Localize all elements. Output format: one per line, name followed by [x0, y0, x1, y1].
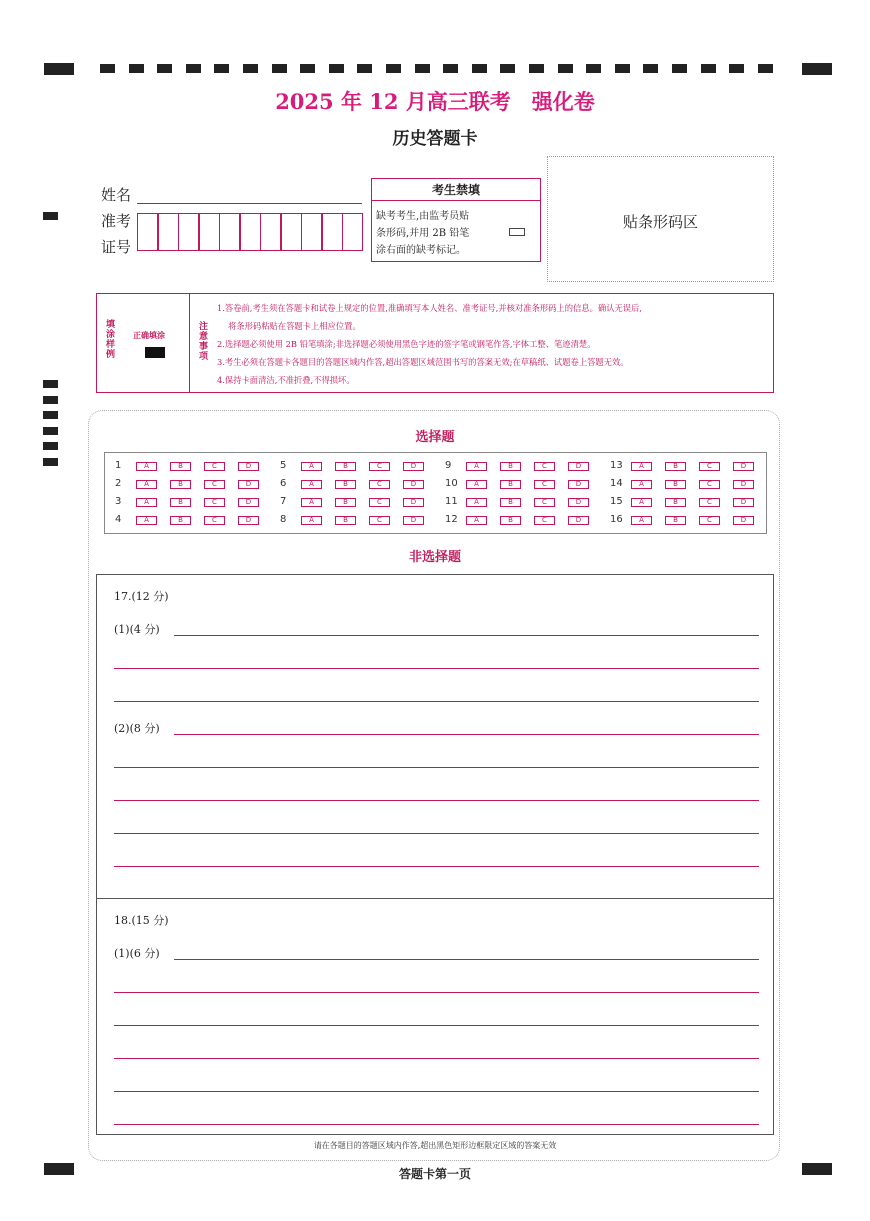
- option-c-bubble[interactable]: C: [369, 516, 390, 525]
- timing-dash: [329, 64, 344, 73]
- question-number: 2: [115, 478, 122, 489]
- corner-mark-top-left: [44, 63, 74, 75]
- timing-dash: [243, 64, 258, 73]
- timing-dash: [529, 64, 544, 73]
- option-d-bubble[interactable]: D: [733, 480, 754, 489]
- option-d-bubble[interactable]: D: [403, 462, 424, 471]
- timing-dash: [129, 64, 144, 73]
- correct-fill-sample: [145, 347, 165, 358]
- option-a-bubble[interactable]: A: [301, 462, 322, 471]
- option-a-bubble[interactable]: A: [466, 480, 487, 489]
- option-d-bubble[interactable]: D: [403, 516, 424, 525]
- notice-item-2: 2.选择题必须使用 2B 铅笔填涂;非选择题必须使用黑色字迹的签字笔或钢笔作答,字体工整、笔迹清楚。: [217, 339, 596, 349]
- answer-box-17[interactable]: [96, 574, 774, 899]
- option-b-bubble[interactable]: B: [335, 516, 356, 525]
- option-d-bubble[interactable]: D: [403, 498, 424, 507]
- timing-dash: [186, 64, 201, 73]
- option-c-bubble[interactable]: C: [699, 480, 720, 489]
- absent-text-2: 条形码,并用 2B 铅笔: [376, 228, 470, 239]
- absent-mark-box[interactable]: [509, 228, 525, 236]
- question-number: 12: [445, 514, 458, 525]
- timing-dash: [701, 64, 716, 73]
- id-digit-box[interactable]: [281, 213, 302, 251]
- absent-box-title: 考生禁填: [372, 179, 540, 201]
- id-digit-box[interactable]: [260, 213, 281, 251]
- question-number: 6: [280, 478, 287, 489]
- id-digit-box[interactable]: [301, 213, 322, 251]
- id-label-1: 准考: [101, 212, 132, 230]
- notice-item-3: 3.考生必须在答题卡各题目的答题区域内作答,超出答题区域范围书写的答案无效;在草稿纸、试题卷上答题无效。: [217, 357, 629, 367]
- question-number: 5: [280, 460, 287, 471]
- option-a-bubble[interactable]: A: [631, 516, 652, 525]
- option-c-bubble[interactable]: C: [534, 462, 555, 471]
- answer-box-18[interactable]: [96, 898, 774, 1135]
- notice-item-4: 4.保持卡面清洁,不准折叠,不得损坏。: [217, 375, 355, 385]
- timing-dash: [558, 64, 573, 73]
- timing-dash: [415, 64, 430, 73]
- option-a-bubble[interactable]: A: [136, 516, 157, 525]
- side-timing-mark: [43, 411, 58, 419]
- timing-dash: [443, 64, 458, 73]
- question-number: 10: [445, 478, 458, 489]
- option-a-bubble[interactable]: A: [136, 480, 157, 489]
- timing-dash: [758, 64, 773, 73]
- question-number: 4: [115, 514, 122, 525]
- id-digit-box[interactable]: [342, 213, 363, 251]
- option-a-bubble[interactable]: A: [466, 462, 487, 471]
- id-digit-box[interactable]: [158, 213, 179, 251]
- option-b-bubble[interactable]: B: [665, 498, 686, 507]
- option-b-bubble[interactable]: B: [665, 462, 686, 471]
- question-number: 16: [610, 514, 623, 525]
- option-a-bubble[interactable]: A: [631, 462, 652, 471]
- nonchoice-title: 非选择题: [408, 550, 461, 565]
- timing-dash: [272, 64, 287, 73]
- side-timing-mark: [43, 396, 58, 404]
- id-digit-box[interactable]: [240, 213, 261, 251]
- option-b-bubble[interactable]: B: [170, 516, 191, 525]
- option-c-bubble[interactable]: C: [699, 462, 720, 471]
- timing-dash: [100, 64, 115, 73]
- id-digit-box[interactable]: [178, 213, 199, 251]
- timing-dash: [643, 64, 658, 73]
- option-a-bubble[interactable]: A: [136, 462, 157, 471]
- side-timing-mark: [43, 380, 58, 388]
- option-d-bubble[interactable]: D: [733, 516, 754, 525]
- option-b-bubble[interactable]: B: [170, 498, 191, 507]
- id-digit-box[interactable]: [199, 213, 220, 251]
- option-c-bubble[interactable]: C: [204, 462, 225, 471]
- option-d-bubble[interactable]: D: [568, 462, 589, 471]
- question-number: 14: [610, 478, 623, 489]
- absent-box: [371, 178, 541, 262]
- notice-label: 注意事项: [199, 322, 209, 362]
- option-c-bubble[interactable]: C: [534, 498, 555, 507]
- option-d-bubble[interactable]: D: [568, 480, 589, 489]
- option-c-bubble[interactable]: C: [534, 516, 555, 525]
- timing-dash: [615, 64, 630, 73]
- notice-item-1b: 将条形码粘贴在答题卡上相应位置。: [228, 321, 361, 331]
- question-number: 3: [115, 496, 122, 507]
- timing-dash: [729, 64, 744, 73]
- option-a-bubble[interactable]: A: [301, 480, 322, 489]
- q17-1-label: (1)(4 分): [114, 623, 160, 636]
- question-number: 11: [445, 496, 458, 507]
- barcode-area: [547, 156, 774, 282]
- option-d-bubble[interactable]: D: [733, 462, 754, 471]
- timing-dash: [214, 64, 229, 73]
- q18-1-label: (1)(6 分): [114, 947, 160, 960]
- option-d-bubble[interactable]: D: [238, 480, 259, 489]
- barcode-label: 贴条形码区: [622, 213, 698, 231]
- timing-dash: [586, 64, 601, 73]
- timing-dash: [157, 64, 172, 73]
- option-b-bubble[interactable]: B: [335, 498, 356, 507]
- option-b-bubble[interactable]: B: [665, 516, 686, 525]
- timing-dash: [357, 64, 372, 73]
- option-b-bubble[interactable]: B: [335, 480, 356, 489]
- option-a-bubble[interactable]: A: [301, 498, 322, 507]
- id-digit-box[interactable]: [219, 213, 240, 251]
- timing-dash: [672, 64, 687, 73]
- page-number: 答题卡第一页: [398, 1167, 471, 1181]
- option-c-bubble[interactable]: C: [204, 498, 225, 507]
- q17-2-label: (2)(8 分): [114, 722, 160, 735]
- option-b-bubble[interactable]: B: [500, 516, 521, 525]
- name-label: 姓名: [101, 186, 132, 204]
- option-a-bubble[interactable]: A: [466, 516, 487, 525]
- sample-label: 填涂样例: [106, 320, 116, 360]
- option-c-bubble[interactable]: C: [204, 480, 225, 489]
- notice-item-1: 1.答卷前,考生须在答题卡和试卷上规定的位置,准确填写本人姓名、准考证号,并核对准条形码上的信息。确认无误后,: [217, 303, 643, 313]
- side-timing-mark: [43, 458, 58, 466]
- id-digit-box[interactable]: [322, 213, 343, 251]
- option-b-bubble[interactable]: B: [665, 480, 686, 489]
- question-number: 9: [445, 460, 452, 471]
- option-b-bubble[interactable]: B: [500, 498, 521, 507]
- option-b-bubble[interactable]: B: [500, 480, 521, 489]
- timing-dash: [386, 64, 401, 73]
- question-number: 8: [280, 514, 287, 525]
- page-subtitle: 历史答题卡: [392, 129, 478, 149]
- option-b-bubble[interactable]: B: [170, 480, 191, 489]
- absent-text-3: 涂右面的缺考标记。: [376, 245, 466, 256]
- option-c-bubble[interactable]: C: [534, 480, 555, 489]
- option-c-bubble[interactable]: C: [204, 516, 225, 525]
- question-number: 15: [610, 496, 623, 507]
- option-d-bubble[interactable]: D: [403, 480, 424, 489]
- option-c-bubble[interactable]: C: [699, 498, 720, 507]
- option-c-bubble[interactable]: C: [369, 462, 390, 471]
- option-a-bubble[interactable]: A: [136, 498, 157, 507]
- option-a-bubble[interactable]: A: [301, 516, 322, 525]
- footer-note: 请在各题目的答题区域内作答,超出黑色矩形边框限定区域的答案无效: [313, 1141, 557, 1150]
- choice-title: 选择题: [415, 430, 455, 445]
- option-b-bubble[interactable]: B: [170, 462, 191, 471]
- option-b-bubble[interactable]: B: [500, 462, 521, 471]
- option-a-bubble[interactable]: A: [466, 498, 487, 507]
- option-c-bubble[interactable]: C: [369, 498, 390, 507]
- absent-text-1: 缺考考生,由监考员贴: [376, 211, 470, 222]
- page-title: 2025 年 12 月高三联考 强化卷: [275, 89, 595, 114]
- timing-dash: [300, 64, 315, 73]
- option-a-bubble[interactable]: A: [631, 480, 652, 489]
- option-d-bubble[interactable]: D: [568, 516, 589, 525]
- timing-dash: [472, 64, 487, 73]
- option-d-bubble[interactable]: D: [568, 498, 589, 507]
- option-b-bubble[interactable]: B: [335, 462, 356, 471]
- option-c-bubble[interactable]: C: [369, 480, 390, 489]
- option-d-bubble[interactable]: D: [238, 498, 259, 507]
- option-a-bubble[interactable]: A: [631, 498, 652, 507]
- option-d-bubble[interactable]: D: [238, 462, 259, 471]
- corner-mark-top-right: [802, 63, 832, 75]
- option-d-bubble[interactable]: D: [238, 516, 259, 525]
- question-number: 7: [280, 496, 287, 507]
- side-mark: [43, 212, 58, 220]
- timing-dash: [500, 64, 515, 73]
- notice-box: [96, 293, 774, 393]
- id-digit-box[interactable]: [137, 213, 158, 251]
- question-number: 13: [610, 460, 623, 471]
- q17-label: 17.(12 分): [114, 590, 169, 603]
- option-d-bubble[interactable]: D: [733, 498, 754, 507]
- id-label-2: 证号: [101, 238, 132, 256]
- name-field[interactable]: [137, 203, 362, 204]
- correct-fill-label: 正确填涂: [133, 331, 165, 340]
- question-number: 1: [115, 460, 122, 471]
- choice-grid: [104, 452, 767, 534]
- q18-label: 18.(15 分): [114, 914, 169, 927]
- option-c-bubble[interactable]: C: [699, 516, 720, 525]
